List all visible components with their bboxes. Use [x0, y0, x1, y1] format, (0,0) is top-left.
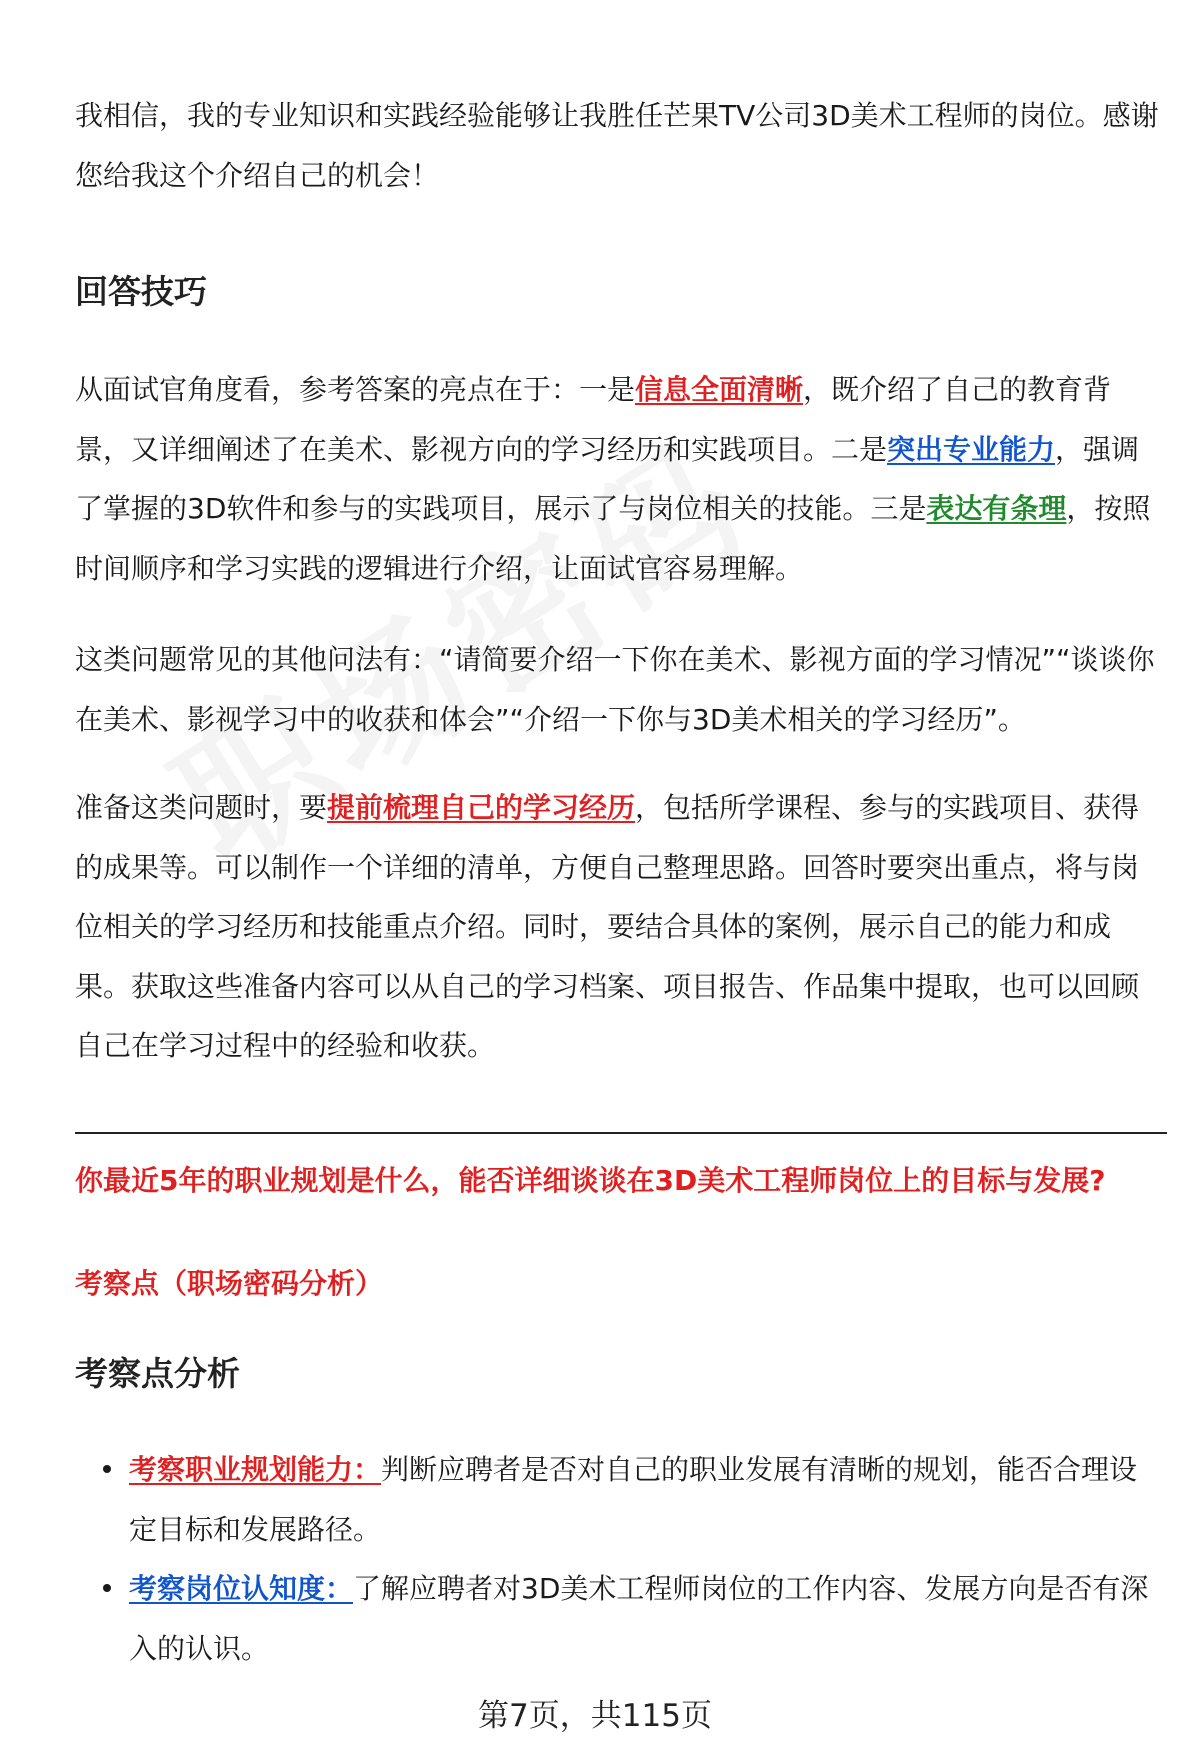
- focus-points-label: 考察点（职场密码分析）: [75, 1267, 384, 1300]
- tips-text-2: ，既介绍了自己的教育背景，又详细阐述了在美术、影视方向的学习经历和实践项目。二是: [75, 373, 1112, 466]
- list-item: [75, 1559, 1165, 1678]
- section-divider: [75, 1132, 1167, 1134]
- page-number: 第7页，共115页: [478, 1698, 712, 1734]
- prep-text-1: 准备这类问题时，要: [75, 791, 328, 824]
- tips-text-3: ，强调了掌握的3D软件和参与的实践项目，展示了与岗位相关的技能。三是: [75, 432, 1140, 525]
- bullet-text: 了解应聘者对3D美术工程师岗位的工作内容、发展方向是否有深入的认识。: [129, 1572, 1149, 1665]
- highlight-info-clear: 信息全面清晰: [635, 373, 804, 406]
- highlight-organized-expression: 表达有条理: [926, 492, 1067, 525]
- question-title: 你最近5年的职业规划是什么，能否详细谈谈在3D美术工程师岗位上的目标与发展?: [75, 1164, 1106, 1197]
- analysis-heading: 考察点分析: [75, 1354, 240, 1393]
- list-item: [75, 1440, 1165, 1559]
- prep-text-2: ，包括所学课程、参与的实践项目、获得的成果等。可以制作一个详细的清单，方便自己整理思路。回答时要突出重点，将与岗位相关的学习经历和技能重点介绍。同时，要结合具体的案例，展示自己的能力和成果。获取这些准备内容可以从自己的学习档案、项目报告、作品集中提取，也可以回顾自己在学习过程中的经验和收获。: [75, 791, 1140, 1062]
- intro-paragraph: 我相信，我的专业知识和实践经验能够让我胜任芒果TV公司3D美术工程师的岗位。感谢您给我这个介绍自己的机会！: [75, 99, 1159, 192]
- bullet-label: 考察职业规划能力：: [129, 1453, 382, 1486]
- bullet-icon: [103, 1465, 111, 1473]
- highlight-professional-ability: 突出专业能力: [887, 432, 1056, 466]
- other-questions-paragraph: 这类问题常见的其他问法有：“请简要介绍一下你在美术、影视方面的学习情况”“谈谈你在美术、影视学习中的收获和体会”“介绍一下你与3D美术相关的学习经历”。: [75, 643, 1155, 736]
- bullet-label: 考察岗位认知度：: [129, 1572, 354, 1605]
- preparation-paragraph: [75, 778, 1165, 1076]
- bullet-text: 判断应聘者是否对自己的职业发展有清晰的规划，能否合理设定目标和发展路径。: [129, 1453, 1138, 1546]
- tips-text-4: ，按照时间顺序和学习实践的逻辑进行介绍，让面试官容易理解。: [75, 492, 1151, 585]
- tips-text-1: 从面试官角度看，参考答案的亮点在于：一是: [75, 373, 636, 406]
- analysis-list: [75, 1440, 1165, 1678]
- tips-paragraph: [75, 360, 1165, 598]
- tips-heading: 回答技巧: [75, 272, 207, 311]
- bullet-icon: [103, 1584, 111, 1592]
- highlight-sort-experience: 提前梳理自己的学习经历: [327, 791, 636, 824]
